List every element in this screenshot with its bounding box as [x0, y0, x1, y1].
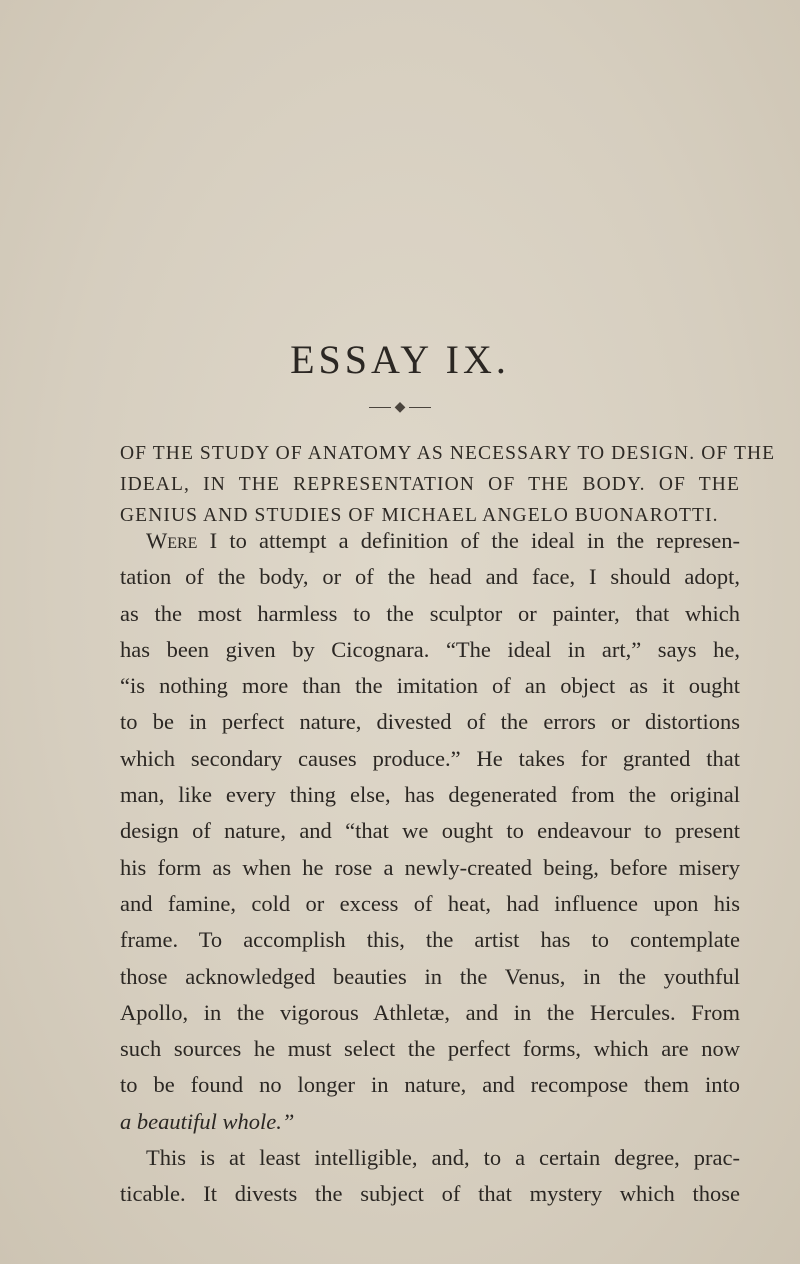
- heading-line: IDEAL, IN THE REPRESENTATION OF THE BODY. OF THE: [120, 474, 740, 495]
- text-line: such sources he must select the perfect forms, which are now: [120, 1036, 740, 1062]
- text-line: man, like every thing else, has degenerated from the original: [120, 782, 740, 808]
- text-line: Apollo, in the vigorous Athletæ, and in the Hercules. From: [120, 999, 740, 1025]
- text-line: his form as when he rose a newly-created being, before misery: [120, 854, 740, 880]
- text-line: Were I to attempt a definition of the ideal in the represen-: [146, 528, 740, 553]
- text-line: as the most harmless to the sculptor or painter, that which: [120, 600, 740, 626]
- essay-body-text: [120, 523, 740, 1213]
- heading-line: GENIUS AND STUDIES OF MICHAEL ANGELO BUONAROTTI.: [120, 505, 719, 526]
- text-line-italic: a beautiful whole.”: [120, 1108, 295, 1134]
- text-line: which secondary causes produce.” He takes for granted that: [120, 745, 740, 771]
- text-line: to be in perfect nature, divested of the errors or distortions: [120, 709, 740, 735]
- essay-subject-heading: [120, 438, 776, 531]
- text-line: frame. To accomplish this, the artist has to contemplate: [120, 927, 740, 953]
- dropword: Were: [146, 528, 198, 553]
- text-line: has been given by Cicognara. “The ideal in art,” says he,: [120, 636, 740, 662]
- text-line: those acknowledged beauties in the Venus, in the youthful: [120, 963, 740, 989]
- text-line: tation of the body, or of the head and face, I should adopt,: [120, 564, 740, 590]
- heading-line: OF THE STUDY OF ANATOMY AS NECESSARY TO DESIGN. OF THE: [120, 443, 776, 464]
- text-line: “is nothing more than the imitation of an object as it ought: [120, 673, 740, 699]
- text-line: and famine, cold or excess of heat, had influence upon his: [120, 890, 740, 916]
- text-line: to be found no longer in nature, and recompose them into: [120, 1072, 740, 1098]
- text-line: This is at least intelligible, and, to a certain degree, prac-: [146, 1145, 740, 1171]
- essay-title: ESSAY IX.: [290, 337, 510, 382]
- text-line: design of nature, and “that we ought to endeavour to present: [120, 818, 740, 844]
- title-ornament: [0, 399, 800, 416]
- diamond-ornament-icon: ◆: [394, 400, 406, 415]
- text-line: ticable. It divests the subject of that mystery which those: [120, 1181, 740, 1207]
